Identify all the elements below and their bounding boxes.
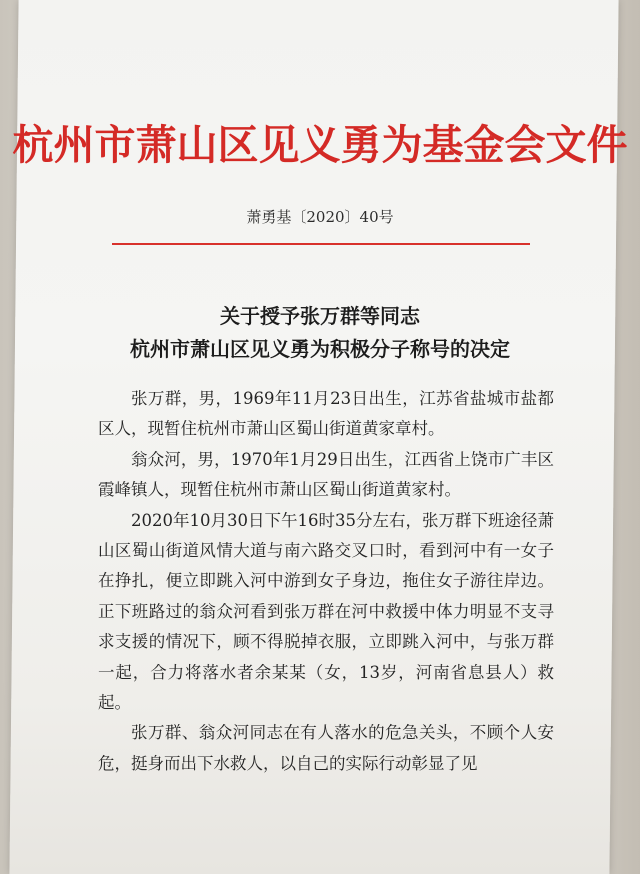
document-body <box>98 384 554 779</box>
paragraph-weng: 翁众河，男，1970年1月29日出生，江西省上饶市广丰区霞峰镇人，现暂住杭州市萧山区蜀山街道黄家村。 <box>98 449 554 500</box>
paragraph-zhang: 张万群，男，1969年11月23日出生，江苏省盐城市盐都区人，现暂住杭州市萧山区蜀山街道黄家章村。 <box>98 389 554 439</box>
paragraph-commendation: 张万群、翁众河同志在有人落水的危急关头，不顾个人安危，挺身而出下水救人，以自己的实际行动彰显了见 <box>98 723 554 773</box>
document-title-line-1: 关于授予张万群等同志 <box>220 304 420 328</box>
document-number: 萧勇基〔2020〕40号 <box>246 208 394 226</box>
paragraph-incident: 2020年10月30日下午16时35分左右，张万群下班途径萧山区蜀山街道风情大道与南六路交叉口时，看到河中有一女子在挣扎，便立即跳入河中游到女子身边，拖住女子游往岸边。正下班路过的翁众河看到张万群在河中救援中体力明显不支寻求支援的情况下，顾不得脱掉衣服，立即跳入河中，与张万群一起，合力将落水者余某某（女，13岁，河南省息县人）救起。 <box>98 510 554 713</box>
document-header: 杭州市萧山区见义勇为基金会文件 <box>12 121 628 169</box>
document-title-line-2: 杭州市萧山区见义勇为积极分子称号的决定 <box>130 337 510 361</box>
red-divider-line <box>112 243 530 245</box>
